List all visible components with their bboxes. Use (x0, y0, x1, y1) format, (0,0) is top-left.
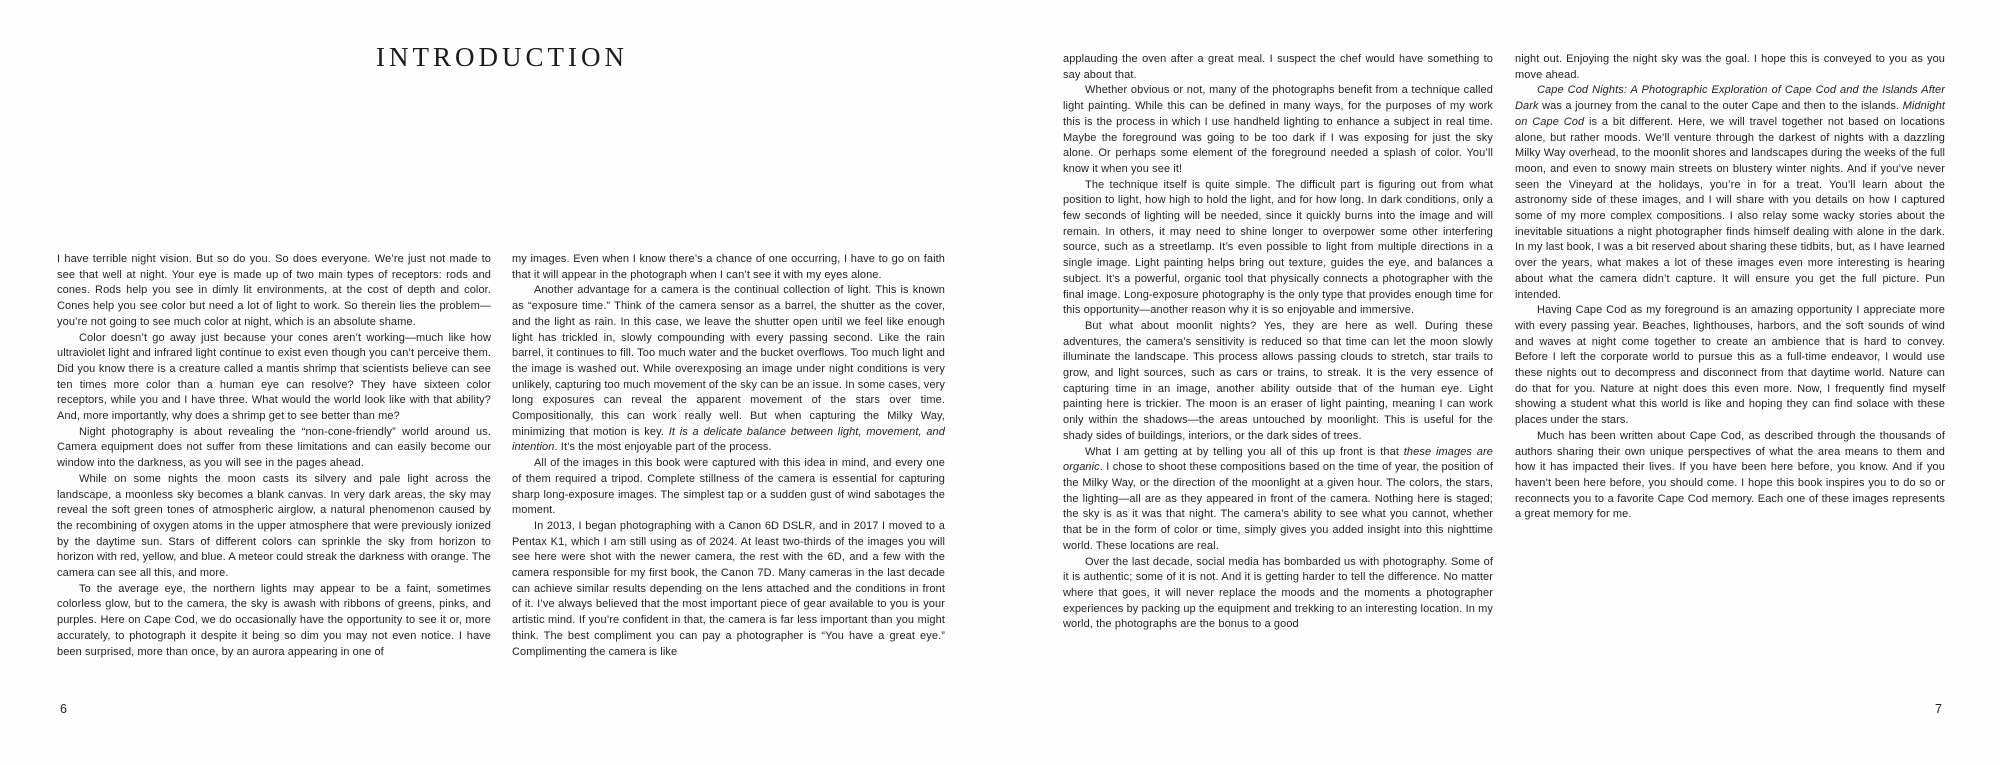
body-text: In 2013, I began photographing with a Canon 6D DSLR, and in 2017 I moved to a Pentax K1, which I am still using as of 2024. At least two-thirds of the images you will see here were shot with the newer camera, the rest with the 6D, and a few with the camera responsible for my first book, the Canon 7D. Many cameras in the last decade can achieve similar results depending on the lens attached and the conditions in front of it. I’ve always believed that the most important piece of gear available to you is your artistic mind. If you’re confident in that, the camera is far less important than you might think. The best compliment you can pay a photographer is “You have a great eye.” Complimenting the camera is like (512, 519, 945, 658)
body-text: . It’s the most enjoyable part of the process. (554, 441, 772, 454)
body-text: Over the last decade, social media has bombarded us with photography. Some of it is authentic; some of it is not. And it is getting harder to tell the difference. No matter where that goes, it will never replace the moods and the moments a photographer experiences by packing up the equipment and trekking to an interesting location. In my world, the photographs are the bonus to a good (1063, 555, 1493, 631)
italic-text: It is a delicate balance between light, movement, and intention (512, 425, 945, 454)
text-column-right-1 (1063, 52, 1493, 633)
paragraph (1063, 52, 1493, 83)
paragraph (1063, 555, 1493, 634)
body-text: Having Cape Cod as my foreground is an amazing opportunity I appreciate more with every passing year. Beaches, lighthouses, harbors, and the soft sounds of wind and waves at night come together to create an ambience that is hard to convey. Before I left the corporate world to pursue this as a full-time endeavor, I would use these nights out to decompress and disconnect from that daytime world. Nature can do that for you. Nature at night does this even more. Now, I frequently find myself showing a student what this world is like and hoping they can find solace with these places under the stars. (1515, 304, 1945, 427)
paragraph (57, 582, 491, 661)
body-text: The technique itself is quite simple. The difficult part is figuring out from what position to light, how high to hold the light, and for how long. In dark conditions, only a few seconds of lighting will be needed, since it quickly burns into the image and will remain. In others, it may need to shine longer to overpower some other interfering source, such as a streetlamp. It’s even possible to light from multiple directions in a single image. Light painting helps bring out texture, guides the eye, and balances a subject. It’s a powerful, organic tool that physically connects a photographer with the final image. Long-exposure photography is the only type that provides enough time for this opportunity—another reason why it is so enjoyable and immersive. (1063, 178, 1493, 317)
paragraph (512, 456, 945, 519)
paragraph (1515, 303, 1945, 429)
body-text: Much has been written about Cape Cod, as described through the thousands of authors sharing their own unique perspectives of what the area means to them and how it has impacted their lives. If you have been here before, you know. And if you haven’t been here before, you should come. I hope this book inspires you to do so or reconnects you to a favorite Cape Cod memory. Each one of these images represents a great memory for me. (1515, 429, 1945, 521)
text-column-left-2 (512, 252, 945, 660)
page-number-left: 6 (60, 702, 67, 716)
italic-text: Midnight on Cape Cod (1515, 100, 1945, 128)
chapter-title: INTRODUCTION (376, 42, 628, 72)
body-text: is a bit different. Here, we will travel together not based on locations alone, but rather moods. We’ll venture through the darkest of nights with a dazzling Milky Way overhead, to the moonlit shores and landscapes during the weeks of the full moon, and even to snowy main streets on blustery winter nights. And if you’ve never seen the Vineyard at the holidays, you’re in for a treat. You’ll learn about the astronomy side of these images, and I will share with you details on how I captured some of my more complex compositions. I also relay some wacky stories about the inevitable situations a night photographer finds himself dealing with alone in the dark. In my last book, I was a bit reserved about sharing these tidbits, but, as I have learned over the years, what makes a lot of these images even more interesting is hearing about what the camera didn’t capture. It will ensure you get the full picture. Pun intended. (1515, 115, 1945, 301)
body-text: my images. Even when I know there’s a chance of one occurring, I have to go on faith that it will appear in the photograph when I can’t see it with my eyes alone. (512, 253, 945, 281)
body-text: Another advantage for a camera is the continual collection of light. This is known as “exposure time.” Think of the camera sensor as a barrel, the shutter as the cover, and the light as rain. In this case, we leave the shutter open until we feel like enough light has trickled in, slowly compounding with every passing second. Like the rain barrel, it continues to fill. Too much water and the bucket overflows. Too much light and the image is washed out. While overexposing an image under night conditions is very unlikely, capturing too much movement of the sky can be an issue. In some cases, very long exposures can reveal the apparent movement of the stars over time. Compositionally, this can work really well. But when capturing the Milky Way, minimizing that motion is key. (512, 284, 945, 438)
paragraph (512, 283, 945, 456)
paragraph (1063, 445, 1493, 555)
body-text: Whether obvious or not, many of the photographs benefit from a technique called light painting. While this can be defined in many ways, for the purposes of my work this is the process in which I use handheld lighting to enhance a subject in real time. Maybe the foreground was going to be too dark if I was exposing for just the sky alone. Or perhaps some element of the foreground needed a splash of color. You’ll know it when you see it! (1063, 84, 1493, 175)
body-text: Night photography is about revealing the “non-cone-friendly” world around us. Camera equipment does not suffer from these limitations and can easily become our window into the darkness, as you will see in the pages ahead. (57, 425, 491, 470)
body-text: night out. Enjoying the night sky was the goal. I hope this is conveyed to you as you move ahead. (1515, 53, 1945, 81)
body-text: While on some nights the moon casts its silvery and pale light across the landscape, a moonless sky becomes a blank canvas. In very dark areas, the sky may reveal the soft green tones of atmospheric airglow, a natural phenomenon caused by the recombining of oxygen atoms in the upper atmosphere that were previously ionized by the daytime sun. Stars of different colors can sprinkle the sky from horizon to horizon with red, yellow, and blue. A meteor could streak the darkness with orange. The camera can see all this, and more. (57, 472, 491, 580)
text-column-left-1 (57, 252, 491, 660)
paragraph (1063, 83, 1493, 177)
paragraph (1063, 178, 1493, 319)
page-number-right: 7 (1935, 702, 1942, 716)
paragraph (1063, 319, 1493, 445)
paragraph (57, 331, 491, 425)
body-text: All of the images in this book were captured with this idea in mind, and every one of them required a tripod. Complete stillness of the camera is essential for capturing sharp long-exposure images. The simplest tap or a sudden gust of wind sabotages the moment. (512, 457, 945, 517)
italic-text: these images are organic (1063, 445, 1494, 474)
paragraph (57, 425, 491, 472)
body-text: applauding the oven after a great meal. I suspect the chef would have something to say about that. (1063, 53, 1493, 81)
paragraph (1515, 52, 1945, 83)
paragraph (512, 252, 945, 283)
body-text: To the average eye, the northern lights may appear to be a faint, sometimes colorless glow, but to the camera, the sky is awash with ribbons of greens, pinks, and purples. Here on Cape Cod, we do occasionally have the opportunity to see it or, more accurately, to photograph it despite it being so dim you may not even notice. I have been surprised, more than once, by an aurora appearing in one of (57, 582, 491, 658)
body-text: What I am getting at by telling you all of this up front is that (1085, 445, 1404, 458)
paragraph (512, 519, 945, 660)
text-column-right-2 (1515, 52, 1945, 523)
body-text: But what about moonlit nights? Yes, they are here as well. During these adventures, the camera’s sensitivity is reduced so that time can let the moon slowly illuminate the landscape. This process allows passing clouds to stretch, star trails to grow, and light sources, such as cars or trains, to streak. It is the very essence of capturing time in an image, another ability outside that of the human eye. Light painting here is trickier. The moon is an eraser of light painting, meaning I can work only within the shadows—the areas untouched by moonlight. This is useful for the shady sides of buildings, interiors, or the dark sides of trees. (1063, 319, 1493, 442)
paragraph (1515, 83, 1945, 303)
body-text: I have terrible night vision. But so do you. So does everyone. We’re just not made to see that well at night. Your eye is made up of two main types of receptors: rods and cones. Rods help you see in dimly lit environments, at the cost of depth and color. Cones help you see color but need a lot of light to work. So therein lies the problem—you’re not going to see much color at night, which is an absolute shame. (57, 253, 491, 328)
italic-text: Cape Cod Nights: A Photographic Exploration of Cape Cod and the Islands After Dark (1515, 84, 1945, 113)
body-text: Color doesn’t go away just because your cones aren’t working—much like how ultraviolet light and infrared light continue to exist even though you can’t perceive them. Did you know there is a creature called a mantis shrimp that scientists believe can see ten times more color than a human eye can resolve? They have sixteen color receptors, while you and I have three. What would the world look like with that ability? And, more importantly, why does a shrimp get to see better than me? (57, 331, 491, 423)
paragraph (57, 252, 491, 331)
paragraph (1515, 429, 1945, 523)
body-text: . I chose to shoot these compositions based on the time of year, the position of the Milky Way, or the direction of the moonlight at a given hour. The colors, the stars, the lighting—all are as they appeared in front of the camera. Nothing here is staged; the sky is as it was that night. The camera’s ability to see what you cannot, whether that be in the form of color or time, simply gives you added insight into this nighttime world. These locations are real. (1063, 461, 1493, 552)
paragraph (57, 472, 491, 582)
page-right (1000, 0, 2000, 765)
body-text: was a journey from the canal to the outer Cape and then to the islands. (1538, 100, 1903, 113)
